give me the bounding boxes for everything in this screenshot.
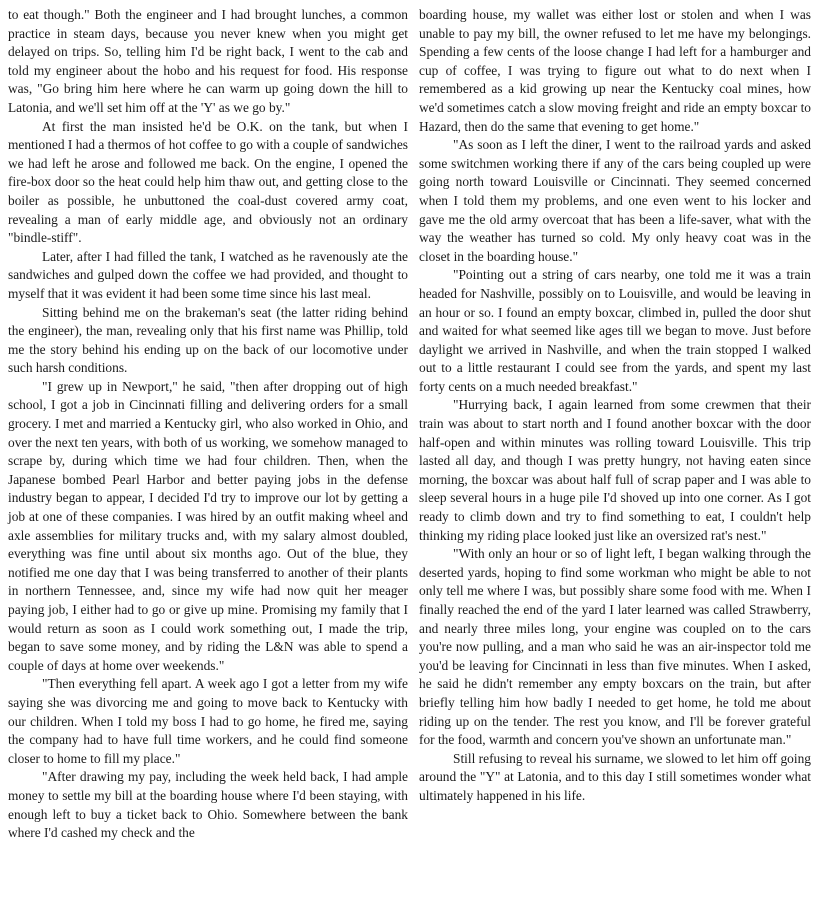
paragraph: "With only an hour or so of light left, I began walking through the deserted yards, hoping to find some workman who might be able to not only tell me where I was, but possibly share some food with me. When I finally reached the end of the yard I later learned was called Strawberry, and nearly three miles long, your engine was coupled on to the cars you're now pulling, and a man who said he was an air-inspector told me you'd be leaving for Cincinnati in less than five minutes. When I asked, he said he didn't remember any empty boxcars on the train, but after briefly telling him how badly I needed to get home, he told me about riding up on the tender. The rest you know, and I'll be forever grateful for the food, warmth and concern you've shown an unfortunate man."	[419, 546, 811, 748]
left-column	[8, 6, 408, 843]
paragraph: "Pointing out a string of cars nearby, one told me it was a train headed for Nashville, possibly on to Louisville, and would be leaving in an hour or so. I found an empty boxcar, climbed in, pulled the door shut and waited for what seemed like ages till we began to move. Just before daylight we arrived in Nashville, and when the train stopped I walked out to a little restaurant I could see from the yards, and spent my last forty cents on a much needed breakfast."	[419, 267, 811, 394]
paragraph: At first the man insisted he'd be O.K. on the tank, but when I mentioned I had a thermos of hot coffee to go with a couple of sandwiches we had left he arose and followed me back. On the engine, I opened the fire-box door so the heat could help him thaw out, and getting close to the boiler as possible, he unbuttoned the coal-dust covered army coat, revealing a man of early middle age, and obviously not an ordinary "bindle-stiff".	[8, 118, 408, 246]
paragraph: Sitting behind me on the brakeman's seat (the latter riding behind the engineer), the man, revealing only that his first name was Phillip, told me the story behind his ending up on the back of our locomotive under such harsh conditions.	[8, 304, 408, 376]
paragraph: "Hurrying back, I again learned from some crewmen that their train was about to start north and I found another boxcar with the door half-open and within minutes was rolling toward Louisville. This trip lasted all day, and though I was pretty hungry, not having eaten since morning, the boxcar was about half full of scrap paper and I was able to sleep several hours in a huge pile I'd shoved up into one corner. As I got ready to climb down and try to find something to eat, I couldn't help thinking my riding place looked just like an oversized rat's nest."	[419, 397, 811, 543]
paragraph: "Then everything fell apart. A week ago I got a letter from my wife saying she was divorcing me and going to move back to Kentucky with our children. When I told my boss I had to go home, he fired me, saying the company had to have full time workers, and he could find someone closer to home to fill my place."	[8, 676, 408, 766]
paragraph: "I grew up in Newport," he said, "then after dropping out of high school, I got a job in Cincinnati filling and delivering orders for a small grocery. I met and married a Kentucky girl, who also worked in Ohio, and over the next ten years, with both of us working, we somehow managed to scrape by, during which time we had four children. Then, when the Japanese bombed Pearl Harbor and better paying jobs in the defense industry began to appear, I decided I'd try to improve our lot by getting a job at one of these companies. I was hired by an outfit making wheel and axle assemblies for military trucks and, with my salary almost doubled, everything was fine until about six months ago. Out of the blue, they notified me one day that I was being transferred to another of their plants in northern Tennessee, and, since my wife had now quit her meager paying job, I either had to go or give up mine. Promising my family that I would return as soon as I could work something out, I made the trip, began to save some money, and by riding the L&N was able to spend a couple of days at home over weekends."	[8, 378, 408, 673]
paragraph: "After drawing my pay, including the week held back, I had ample money to settle my bill at the boarding house where I'd been staying, with enough left to buy a ticket back to Ohio. Somewhere between the bank where I'd cashed my check and the	[8, 769, 408, 841]
right-column	[419, 6, 811, 806]
paragraph: to eat though." Both the engineer and I had brought lunches, a common practice in steam days, because you never knew when you might get delayed on trips. So, telling him I'd be right back, I went to the cab and told my engineer about the hobo and his request for food. His response was, "Go bring him here where he can warm up going down the hill to Latonia, and we'll set him off at the 'Y' as we go by."	[8, 7, 408, 115]
paragraph: Later, after I had filled the tank, I watched as he ravenously ate the sandwiches and gulped down the coffee we had provided, and thought to myself that it was evident it had been some time since his last meal.	[8, 248, 408, 301]
paragraph: Still refusing to reveal his surname, we slowed to let him off going around the "Y" at Latonia, and to this day I still sometimes wonder what ultimately happened in his life.	[419, 750, 811, 803]
paragraph: "As soon as I left the diner, I went to the railroad yards and asked some switchmen working there if any of the cars being coupled up were going north toward Louisville or Cincinnati. They seemed concerned when I told them my problems, and one even went to his locker and gave me the old army overcoat that has been a life-saver, what with the way the weather has turned so cold. My only heavy coat was in the closet in the boarding house."	[419, 137, 811, 264]
paragraph: boarding house, my wallet was either lost or stolen and when I was unable to pay my bill, the owner refused to let me have my belongings. Spending a few cents of the loose change I had left for a hamburger and cup of coffee, I was trying to figure out what to do next when I remembered as a kid growing up near the Kentucky coal mines, how we'd sometimes catch a slow moving freight and ride an empty boxcar to Hazard, then do the same that evening to get home."	[419, 7, 811, 134]
